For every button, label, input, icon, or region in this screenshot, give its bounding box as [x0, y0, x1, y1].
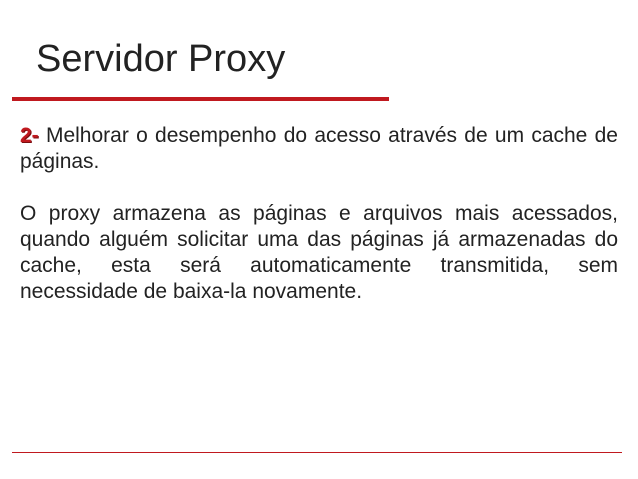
slide-body	[20, 123, 618, 305]
slide-title: Servidor Proxy	[36, 38, 286, 80]
body-paragraph: O proxy armazena as páginas e arquivos mais acessados, quando alguém solicitar uma das páginas já armazenadas do cache, esta será automaticamente transmitida, sem necessidade de baixa-la novamente.	[20, 202, 618, 303]
bottom-rule	[12, 452, 622, 453]
point-paragraph	[20, 123, 618, 175]
title-underline	[12, 97, 389, 101]
paragraph-spacer	[20, 175, 618, 201]
point-text: Melhorar o desempenho do acesso através de um cache de páginas.	[20, 124, 618, 173]
point-number: 2-	[20, 124, 39, 147]
